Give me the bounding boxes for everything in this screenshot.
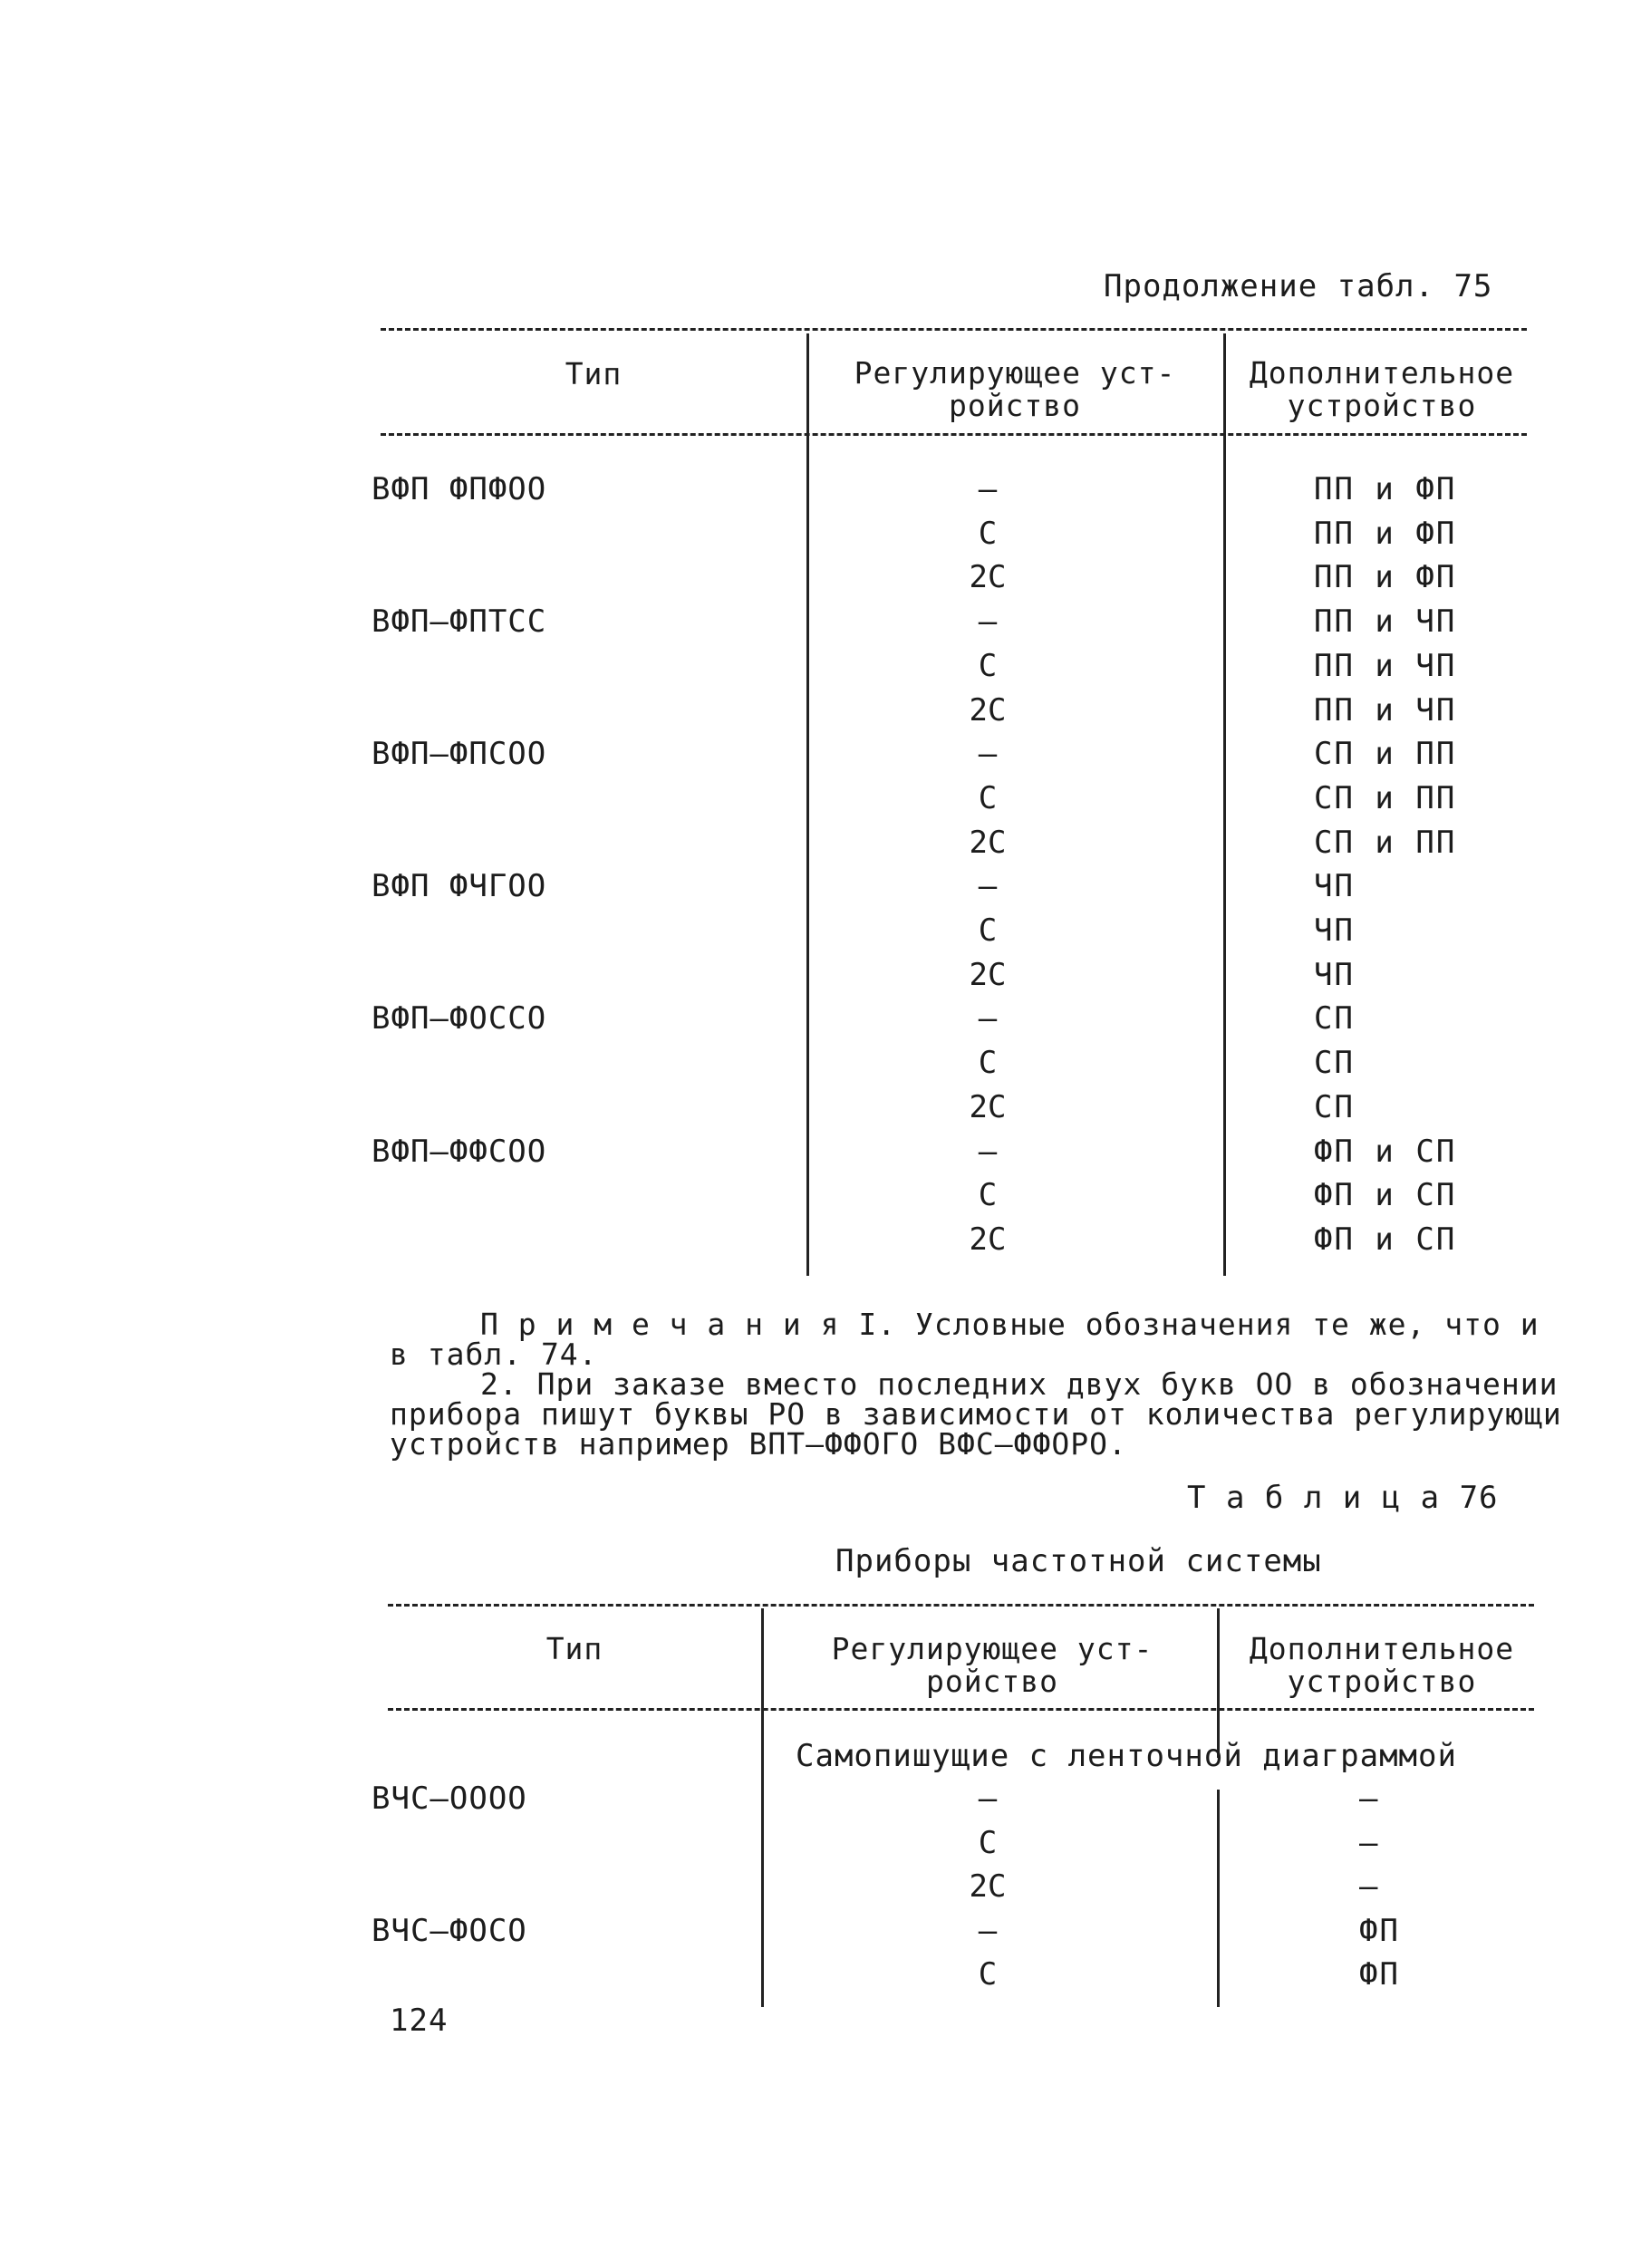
table76-header-rule	[388, 1708, 1534, 1711]
table75-additional-cell: ФП и СП	[1314, 1221, 1457, 1258]
table75-additional-cell: ФП и СП	[1314, 1177, 1457, 1214]
table75-additional-cell: ПП и ФП	[1314, 471, 1457, 507]
table75-type-cell: ВФП–ФПСОО	[372, 736, 547, 773]
table75-additional-cell: СП и ПП	[1314, 779, 1457, 816]
table75-regulating-cell: С	[978, 1177, 998, 1214]
table75-regulating-cell: –	[978, 1000, 998, 1037]
table75-header-additional: Дополнительное устройство	[1249, 355, 1515, 423]
table76-col-divider-2-lower	[1217, 1790, 1220, 2007]
table75-regulating-cell: –	[978, 868, 998, 905]
page-number: 124	[390, 2003, 449, 2039]
table75-additional-cell: ПП и ФП	[1314, 559, 1457, 596]
table75-type-cell: ВФП ФЧГОО	[372, 868, 547, 905]
table76-regulating-cell: –	[978, 1781, 998, 1817]
table76-type-cell: ВЧС–ОООО	[372, 1781, 527, 1817]
table75-additional-cell: СП и ПП	[1314, 824, 1457, 861]
table75-top-rule	[381, 328, 1527, 331]
table75-regulating-cell: С	[978, 779, 998, 816]
notes-line-3: 2. При заказе вместо последних двух букв ОО в обозначении	[480, 1366, 1559, 1402]
table75-regulating-cell: С	[978, 515, 998, 552]
table76-col-divider-1	[761, 1608, 764, 2007]
table75-additional-cell: СП	[1314, 1000, 1355, 1037]
table76-top-rule	[388, 1604, 1534, 1607]
table76-regulating-cell: –	[978, 1912, 998, 1949]
table76-subheader: Самопишущие с ленточной диаграммой	[796, 1738, 1457, 1774]
table75-header-rule	[381, 433, 1527, 436]
table76-regulating-cell: С	[978, 1956, 998, 1993]
table76-additional-cell: ФП	[1359, 1912, 1400, 1949]
notes-line-4: прибора пишут буквы РО в зависимости от количества регулирующи	[390, 1396, 1562, 1432]
table75-regulating-cell: –	[978, 603, 998, 641]
table75-regulating-cell: 2С	[969, 956, 1007, 993]
table75-type-cell: ВФП ФПФОО	[372, 471, 547, 507]
table75-additional-cell: ЧП	[1314, 868, 1355, 905]
table75-additional-cell: ПП и ФП	[1314, 515, 1457, 552]
table75-additional-cell: СП	[1314, 1088, 1355, 1125]
table76-additional-cell: ФП	[1359, 1956, 1400, 1993]
table76-header-type: Тип	[545, 1631, 603, 1666]
table76-regulating-cell: 2С	[969, 1868, 1007, 1905]
table75-additional-cell: ЧП	[1314, 912, 1355, 949]
table75-type-cell: ВФП–ФПТСС	[372, 603, 547, 641]
table75-regulating-cell: 2С	[969, 691, 1007, 729]
table75-regulating-cell: –	[978, 736, 998, 773]
table75-regulating-cell: 2С	[969, 1088, 1007, 1125]
table76-header-regulating: Регулирующее уст-ройство	[831, 1631, 1154, 1699]
table75-additional-cell: ПП и ЧП	[1314, 603, 1457, 641]
table76-col-divider-2-upper	[1217, 1608, 1220, 1758]
notes-line-5: устройств например ВПТ–ФФОГО ВФС–ФФОРО.	[390, 1426, 1127, 1462]
table75-additional-cell: ПП и ЧП	[1314, 691, 1457, 729]
table76-label: Т а б л и ц а 76	[1187, 1480, 1499, 1516]
table76-additional-cell: –	[1359, 1868, 1380, 1905]
continuation-caption: Продолжение табл. 75	[1104, 268, 1493, 304]
table75-regulating-cell: С	[978, 912, 998, 949]
table75-regulating-cell: С	[978, 647, 998, 684]
table76-caption: Приборы частотной системы	[835, 1543, 1322, 1579]
table75-regulating-cell: 2С	[969, 824, 1007, 861]
table75-type-cell: ВФП–ФОССО	[372, 1000, 547, 1037]
table75-additional-cell: ПП и ЧП	[1314, 647, 1457, 684]
notes-line-2: в табл. 74.	[390, 1337, 598, 1372]
table75-col-divider-1	[806, 333, 809, 1276]
table76-additional-cell: –	[1359, 1781, 1380, 1817]
table76-header-additional: Дополнительное устройство	[1249, 1631, 1515, 1699]
table75-header-type: Тип	[565, 356, 623, 391]
table75-regulating-cell: 2С	[969, 1221, 1007, 1258]
table75-regulating-cell: –	[978, 1133, 998, 1170]
table75-additional-cell: СП	[1314, 1045, 1355, 1082]
table76-type-cell: ВЧС–ФОСО	[372, 1912, 527, 1949]
table75-regulating-cell: 2С	[969, 559, 1007, 596]
table75-header-regulating: Регулирующее уст-ройство	[854, 355, 1176, 423]
table75-regulating-cell: –	[978, 471, 998, 507]
table76-regulating-cell: С	[978, 1824, 998, 1861]
table75-type-cell: ВФП–ФФСОО	[372, 1133, 547, 1170]
notes-line-1: П р и м е ч а н и я I. Условные обозначения те же, что и	[480, 1307, 1540, 1342]
table75-additional-cell: СП и ПП	[1314, 736, 1457, 773]
table75-additional-cell: ЧП	[1314, 956, 1355, 993]
table75-col-divider-2	[1223, 333, 1226, 1276]
table76-additional-cell: –	[1359, 1824, 1380, 1861]
table75-additional-cell: ФП и СП	[1314, 1133, 1457, 1170]
table75-regulating-cell: С	[978, 1045, 998, 1082]
